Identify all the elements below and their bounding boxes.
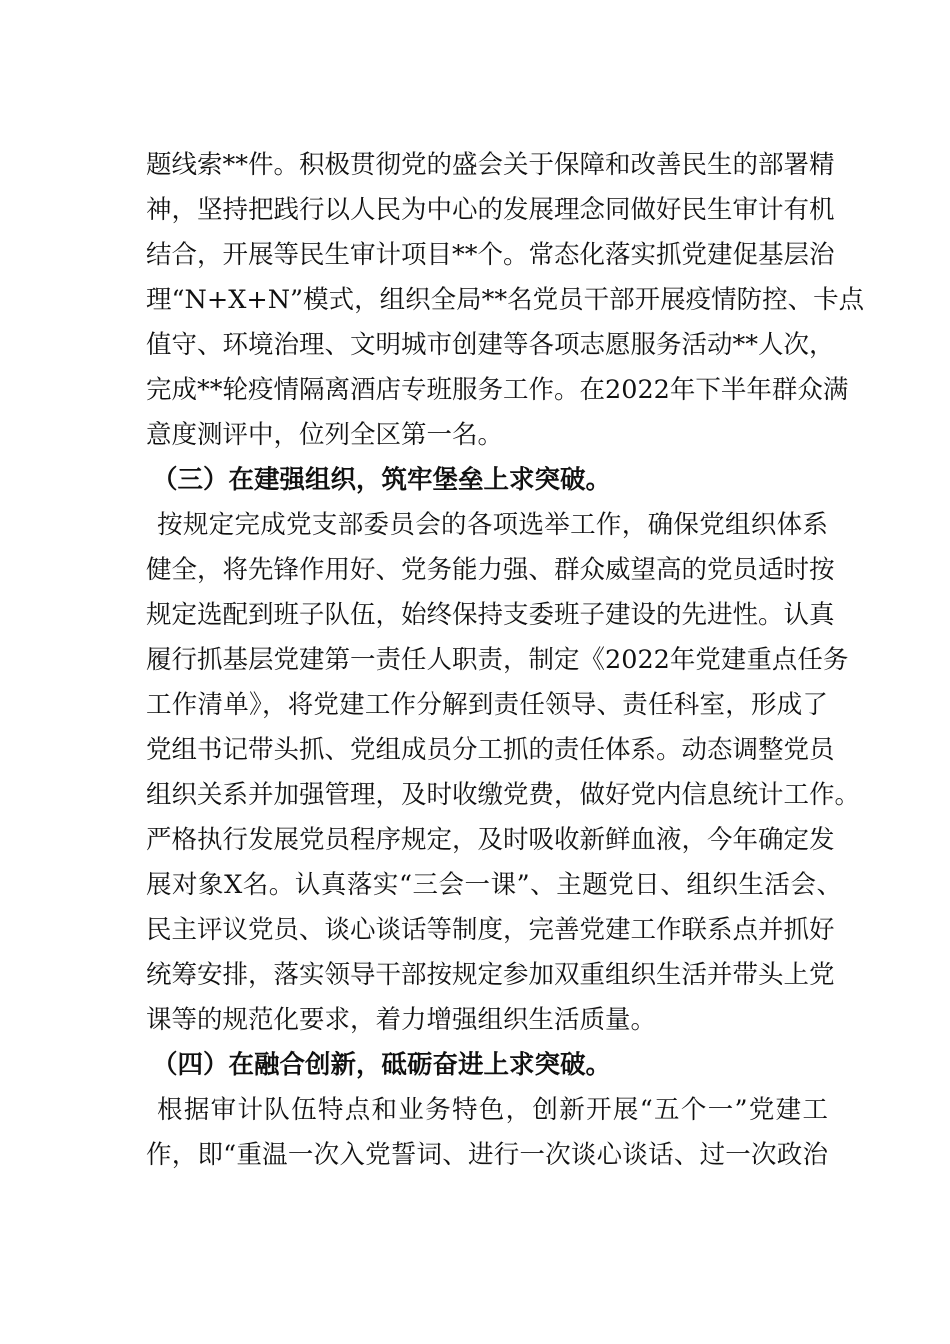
paragraph-line: 题线索**件。积极贯彻党的盛会关于保障和改善民生的部署精 <box>146 150 835 180</box>
paragraph-line: 课等的规范化要求，着力增强组织生活质量。 <box>146 1005 657 1035</box>
paragraph-line: 完成**轮疫情隔离酒店专班服务工作。在2022年下半年群众满 <box>146 375 849 405</box>
paragraph-line: 统筹安排，落实领导干部按规定参加双重组织生活并带头上党 <box>146 960 835 990</box>
paragraph-line: 神，坚持把践行以人民为中心的发展理念同做好民生审计有机 <box>146 195 835 225</box>
paragraph-line: 意度测评中，位列全区第一名。 <box>146 420 504 450</box>
paragraph-line: 严格执行发展党员程序规定，及时吸收新鲜血液，今年确定发 <box>146 825 835 855</box>
paragraph-line: 党组书记带头抓、党组成员分工抓的责任体系。动态调整党员 <box>146 735 835 765</box>
paragraph-line: 民主评议党员、谈心谈话等制度，完善党建工作联系点并抓好 <box>146 915 835 945</box>
paragraph-line: 规定选配到班子队伍，始终保持支委班子建设的先进性。认真 <box>146 600 835 630</box>
paragraph-line: 按规定完成党支部委员会的各项选举工作，确保党组织体系 <box>157 510 828 540</box>
paragraph-line: 履行抓基层党建第一责任人职责，制定《2022年党建重点任务 <box>146 645 849 675</box>
paragraph-line: 理“N+X+N”模式，组织全局**名党员干部开展疫情防控、卡点 <box>146 285 865 315</box>
section-heading-4: （四）在融合创新，砥砺奋进上求突破。 <box>152 1050 612 1080</box>
paragraph-line: 健全，将先锋作用好、党务能力强、群众威望高的党员适时按 <box>146 555 835 585</box>
paragraph-line: 作，即“重温一次入党誓词、进行一次谈心谈话、过一次政治 <box>146 1140 828 1170</box>
paragraph-line: 根据审计队伍特点和业务特色，创新开展“五个一”党建工 <box>157 1095 828 1125</box>
section-heading-3: （三）在建强组织，筑牢堡垒上求突破。 <box>152 465 612 495</box>
paragraph-line: 值守、环境治理、文明城市创建等各项志愿服务活动**人次， <box>146 330 835 360</box>
paragraph-line: 结合，开展等民生审计项目**个。常态化落实抓党建促基层治 <box>146 240 835 270</box>
paragraph-line: 组织关系并加强管理，及时收缴党费，做好党内信息统计工作。 <box>146 780 861 810</box>
paragraph-line: 工作清单》，将党建工作分解到责任领导、责任科室，形成了 <box>146 690 828 720</box>
paragraph-line: 展对象X名。认真落实“三会一课”、主题党日、组织生活会、 <box>146 870 842 900</box>
